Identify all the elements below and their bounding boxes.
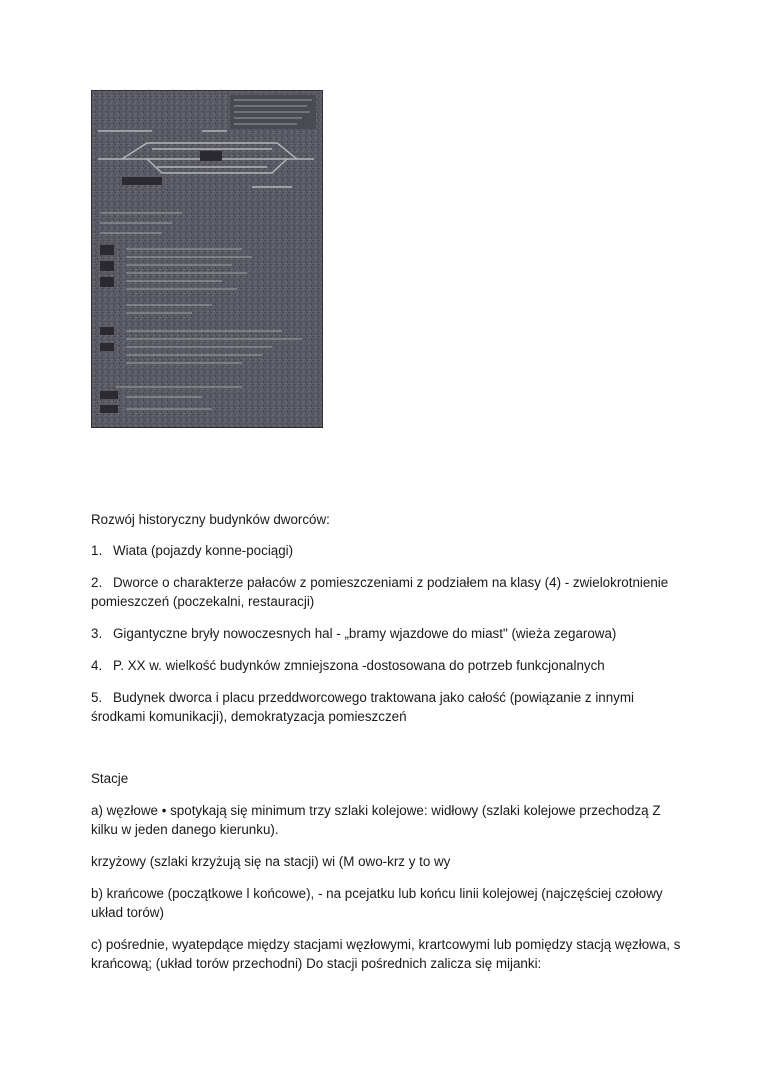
history-item-3: 3. Gigantyczne bryły nowoczesnych hal - „bramy wjazdowe do miast" (wieża zegarowa) xyxy=(91,626,617,641)
history-item-2: 2. Dworce o charakterze pałaców z pomieszczeniami z podziałem na klasy (4) - zwielokrotnienie pomieszczeń (poczekalni, restauracji) xyxy=(91,575,669,609)
history-item-1: 1. Wiata (pojazdy konne-pociągi) xyxy=(91,543,294,558)
stations-paragraph-a: a) węzłowe • spotykają się minimum trzy szlaki kolejowe: widłowy (szlaki kolejowe przechodzą Z kilku w jeden danego kierunku). xyxy=(91,803,661,837)
stations-paragraph-cross: krzyżowy (szlaki krzyżują się na stacji) wi (M owo-krz y to wy xyxy=(91,854,451,869)
stations-paragraph-c: c) pośrednie, wyatepdące między stacjami węzłowymi, krartcowymi lub pomiędzy stacją węzłowa, s krańcową; (układ torów przechodni) Do stacji pośrednich zalicza się mijanki: xyxy=(91,937,681,971)
section-spacer xyxy=(91,739,681,769)
stations-heading: Stacje xyxy=(91,771,129,786)
history-heading: Rozwój historyczny budynków dworców: xyxy=(91,512,330,527)
scanned-diagram-image xyxy=(91,90,323,428)
history-item-4: 4. P. XX w. wielkość budynków zmniejszona -dostosowana do potrzeb funkcjonalnych xyxy=(91,658,605,673)
stations-paragraph-b: b) krańcowe (początkowe l końcowe), - na pcejatku lub końcu linii kolejowej (najczęściej czołowy układ torów) xyxy=(91,886,663,920)
document-body xyxy=(91,510,681,986)
history-item-5: 5. Budynek dworca i placu przeddworcowego traktowana jako całość (powiązanie z innymi środkami komunikacji), demokratyzacja pomieszczeń xyxy=(91,690,635,724)
scanned-diagram-icon xyxy=(92,91,322,427)
